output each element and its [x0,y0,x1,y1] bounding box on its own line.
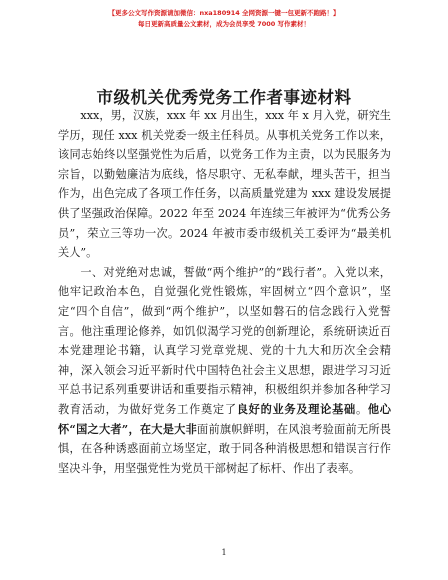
text-run: xxx，男，汉族，xxx 年 xx 月出生，xxx 年 x 月入党，研究生学历，现任 xxx 机关党委一级主任科员。从事机关党务工作以来，该同志始终以坚强党性为后盾，以党务工作为主责，以为民服务为宗旨，以勤勉廉洁为底线，恪尽职守、无私奉献，埋头苦干，担当作为，出色完成了各项工作任务，以高质量党建为 xxx 建设发展提供了坚强政治保障。2022 年至 2024 年连续三年被评为“优秀公务员”，荣立三等功一次。2024 年被市委市级机关工委评为“最美机关人”。 [58,109,391,260]
promo-line-2: 每日更新高质量公文素材，成为会员享受 7000 写作素材！ [137,20,311,28]
paragraph-section-1 [58,263,391,479]
bold-text-run: 他心怀“国之大者”，在大是大非 [58,401,391,436]
promo-line-1: 【更多公文写作资源请加微信：nxa180914 全网资源一键一包更新不跑路！】 [108,9,340,17]
text-run: 一、对党绝对忠诚，誓做“两个维护”的“践行者”。入党以来，他牢记政治本色，自觉强化党性锻炼，牢固树立“四个意识”，坚定“四个自信”，做到“两个维护”，以坚如磐石的信念践行入党誓言。他注重理论修养，如饥似渴学习党的创新理论，系统研读近百本党建理论书籍，认真学习党章党规、党的十九大和历次全会精神，深入领会习近平新时代中国特色社会主义思想，跟进学习习近平总书记系列重要讲话和重要指示精神，积极组织并参加各种学习教育活动，为做好党务工作奠定了 [58,265,391,416]
document-title: 市级机关优秀党务工作者事迹材料 [96,88,352,107]
bold-text-run: 良好的业务及理论基础 [236,401,356,416]
paragraph-intro [58,106,391,263]
text-run: 。 [355,402,368,416]
page-number: 1 [221,548,227,557]
text-run: 面前旗帜鲜明，在风浪考验面前无所畏惧，在各种诱惑面前立场坚定，敢于同各种消极思想和错误言行作坚决斗争，用坚强党性为党员干部树起了标杆、作出了表率。 [58,422,391,475]
document-body [58,106,391,478]
promo-header [0,8,448,30]
